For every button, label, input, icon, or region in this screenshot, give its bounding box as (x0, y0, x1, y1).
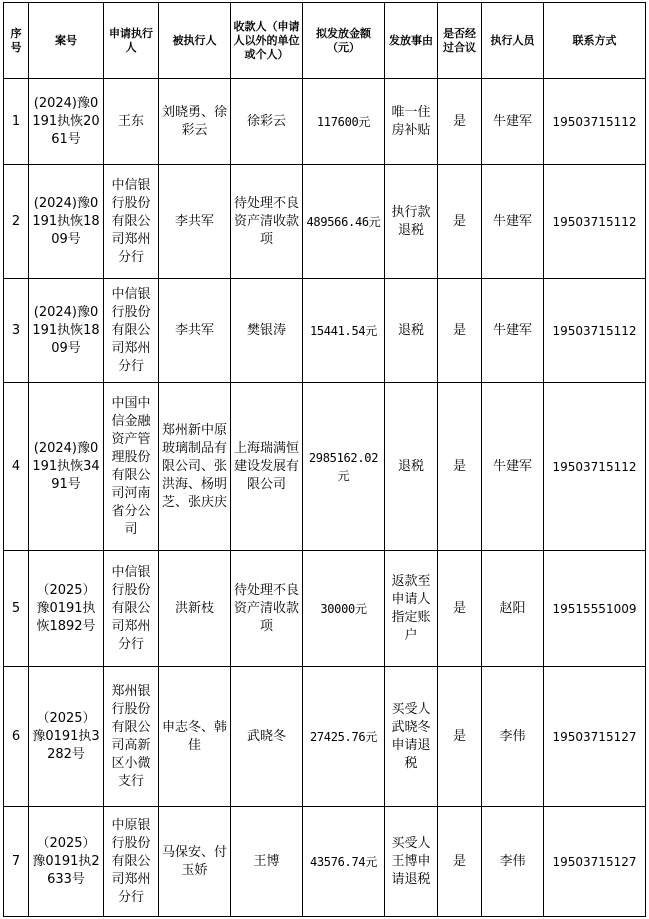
cell-meeting: 是 (438, 79, 482, 165)
cell-seq: 3 (4, 279, 29, 383)
cell-contact: 19503715112 (544, 279, 646, 383)
header-applicant: 申请执行人 (104, 3, 159, 79)
cell-case-no: (2024)豫0191执恢3491号 (29, 383, 104, 551)
cell-case-no: (2024)豫0191执恢1809号 (29, 279, 104, 383)
cell-reason: 唯一住房补贴 (385, 79, 438, 165)
cell-meeting: 是 (438, 383, 482, 551)
cell-payee: 待处理不良资产清收款项 (231, 165, 303, 279)
header-reason: 发放事由 (385, 3, 438, 79)
header-payee: 收款人（申请人以外的单位或个人） (231, 3, 303, 79)
cell-reason: 退税 (385, 279, 438, 383)
cell-applicant: 中原银行股份有限公司郑州分行 (104, 807, 159, 917)
cell-officer: 牛建军 (482, 383, 544, 551)
table-row (4, 807, 646, 917)
cell-respondent: 李共军 (159, 165, 231, 279)
cell-amount: 43576.74元 (303, 807, 385, 917)
cell-meeting: 是 (438, 551, 482, 667)
cell-amount: 2985162.02元 (303, 383, 385, 551)
cell-amount: 489566.46元 (303, 165, 385, 279)
cell-contact: 19503715112 (544, 383, 646, 551)
cell-amount: 15441.54元 (303, 279, 385, 383)
cell-reason: 买受人王博申请退税 (385, 807, 438, 917)
cell-payee: 上海瑞满恒建设发展有限公司 (231, 383, 303, 551)
cell-contact: 19503715127 (544, 807, 646, 917)
cell-amount: 117600元 (303, 79, 385, 165)
cell-applicant: 中信银行股份有限公司郑州分行 (104, 279, 159, 383)
cell-officer: 牛建军 (482, 165, 544, 279)
cell-reason: 执行款退税 (385, 165, 438, 279)
cell-meeting: 是 (438, 279, 482, 383)
header-contact: 联系方式 (544, 3, 646, 79)
cell-officer: 赵阳 (482, 551, 544, 667)
cell-payee: 武晓冬 (231, 667, 303, 807)
cell-case-no: （2025）豫0191执2633号 (29, 807, 104, 917)
cell-contact: 19503715112 (544, 79, 646, 165)
cell-contact: 19515551009 (544, 551, 646, 667)
cell-case-no: (2024)豫0191执恢2061号 (29, 79, 104, 165)
cell-case-no: （2025）豫0191执恢1892号 (29, 551, 104, 667)
cell-seq: 4 (4, 383, 29, 551)
cell-meeting: 是 (438, 807, 482, 917)
cell-payee: 待处理不良资产清收款项 (231, 551, 303, 667)
cell-reason: 返款至申请人指定账户 (385, 551, 438, 667)
cell-respondent: 洪新枝 (159, 551, 231, 667)
cell-respondent: 马保安、付玉娇 (159, 807, 231, 917)
cell-applicant: 王东 (104, 79, 159, 165)
cell-contact: 19503715127 (544, 667, 646, 807)
cell-seq: 1 (4, 79, 29, 165)
table-row (4, 79, 646, 165)
cell-respondent: 李共军 (159, 279, 231, 383)
cell-officer: 牛建军 (482, 279, 544, 383)
table-row (4, 279, 646, 383)
payment-table (3, 2, 646, 917)
cell-seq: 7 (4, 807, 29, 917)
cell-respondent: 郑州新中原玻璃制品有限公司、张洪海、杨明芝、张庆庆 (159, 383, 231, 551)
cell-seq: 2 (4, 165, 29, 279)
table-row (4, 383, 646, 551)
cell-payee: 徐彩云 (231, 79, 303, 165)
cell-reason: 买受人武晓冬申请退税 (385, 667, 438, 807)
header-case-no: 案号 (29, 3, 104, 79)
cell-applicant: 中国中信金融资产管理股份有限公司河南省分公司 (104, 383, 159, 551)
cell-officer: 李伟 (482, 667, 544, 807)
header-meeting: 是否经过合议 (438, 3, 482, 79)
cell-seq: 6 (4, 667, 29, 807)
cell-payee: 樊银涛 (231, 279, 303, 383)
cell-case-no: (2024)豫0191执恢1809号 (29, 165, 104, 279)
cell-seq: 5 (4, 551, 29, 667)
cell-payee: 王博 (231, 807, 303, 917)
cell-applicant: 郑州银行股份有限公司高新区小微支行 (104, 667, 159, 807)
cell-contact: 19503715112 (544, 165, 646, 279)
header-row (4, 3, 646, 79)
table-row (4, 667, 646, 807)
cell-respondent: 申志冬、韩佳 (159, 667, 231, 807)
header-amount: 拟发放金额（元） (303, 3, 385, 79)
cell-reason: 退税 (385, 383, 438, 551)
table-row (4, 551, 646, 667)
cell-officer: 李伟 (482, 807, 544, 917)
header-seq: 序号 (4, 3, 29, 79)
cell-meeting: 是 (438, 667, 482, 807)
cell-meeting: 是 (438, 165, 482, 279)
table-row (4, 165, 646, 279)
header-respondent: 被执行人 (159, 3, 231, 79)
cell-amount: 27425.76元 (303, 667, 385, 807)
cell-amount: 30000元 (303, 551, 385, 667)
header-officer: 执行人员 (482, 3, 544, 79)
cell-respondent: 刘晓勇、徐彩云 (159, 79, 231, 165)
cell-applicant: 中信银行股份有限公司郑州分行 (104, 551, 159, 667)
cell-officer: 牛建军 (482, 79, 544, 165)
cell-case-no: （2025）豫0191执3282号 (29, 667, 104, 807)
cell-applicant: 中信银行股份有限公司郑州分行 (104, 165, 159, 279)
